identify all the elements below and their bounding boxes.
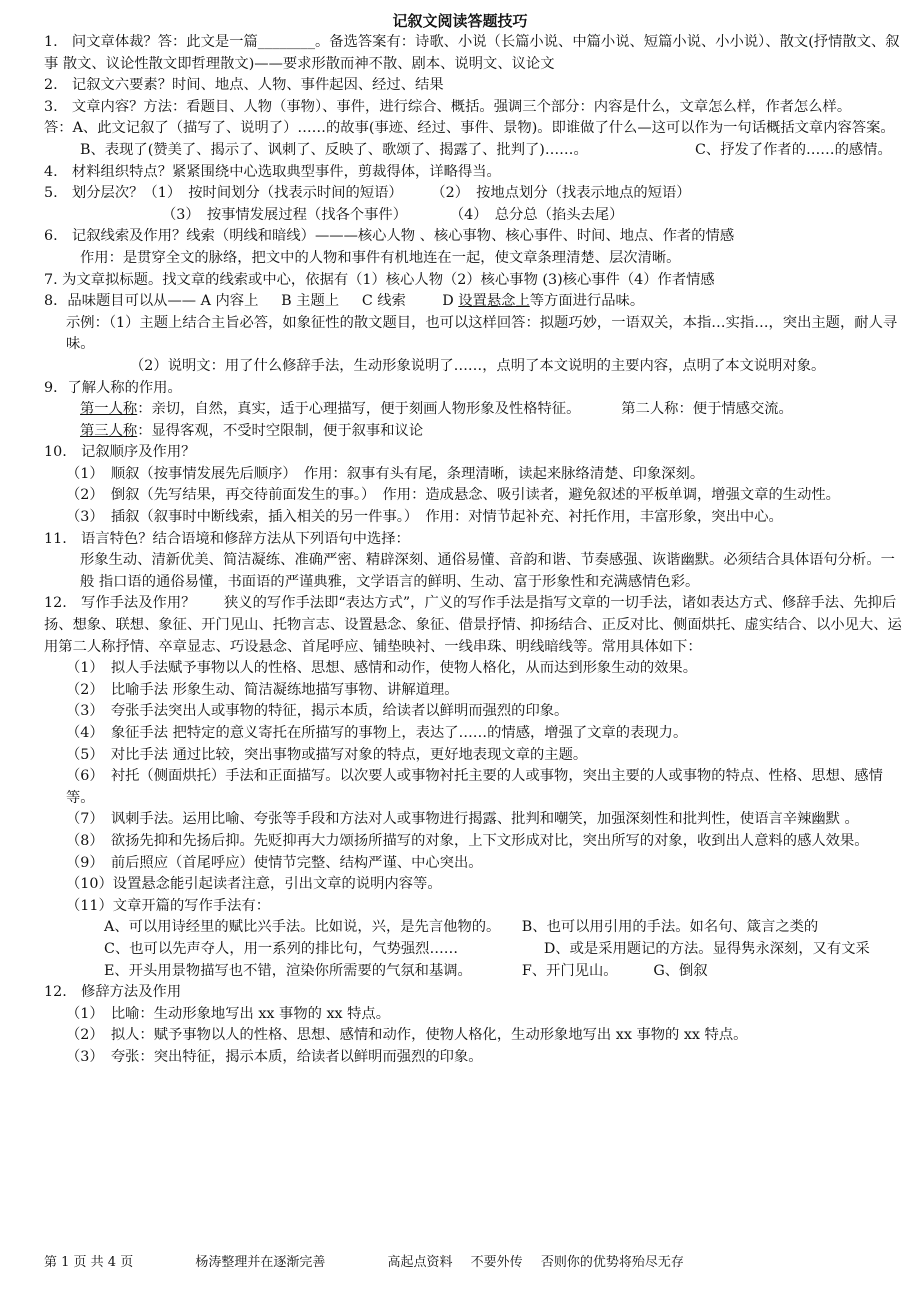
item-5: 5. 划分层次？（1） 按时间划分（找表示时间的短语） （2） 按地点划分（找表示地点的短语） [44, 185, 691, 202]
item-10-1: （1） 顺叙（按事情发展先后顺序） 作用：叙事有头有尾，条理清晰，读起来脉络清楚、印象深刻。 [66, 465, 705, 482]
item-2: 2. 记叙文六要素？时间、地点、人物、事件起因、经过、结果 [44, 77, 444, 94]
item-8-option-a: A 内容上 [200, 293, 259, 310]
item-8-example-1: 示例：（1）主题上结合主旨必答，如象征性的散文题目，也可以这样回答：拟题巧妙，一语双关，本指…实指…，突出主题，耐人寻味。 [66, 314, 898, 353]
item-12-11: （11）文章开篇的写作手法有： [66, 897, 271, 914]
first-person-line [44, 399, 906, 421]
item-8-option-c: C 线索 [361, 293, 406, 310]
item-11: 11. 语言特色？结合语境和修辞方法从下列语句中选择： [44, 530, 410, 547]
item-3-answer-a: 答：A、此文记叙了（描写了、说明了）……的故事(事迹、经过、事件、景物)。即谁做了什么—这可以作为一句话概括文章内容答案。 [44, 120, 895, 137]
second-person-text: 第二人称：便于情感交流。 [621, 401, 793, 418]
item-5-cont: （3） 按事情发展过程（找各个事件） （4） 总分总（掐头去尾） [162, 206, 624, 223]
footer-author: 杨涛整理并在逐渐完善 [195, 1255, 326, 1270]
item-12: 12. 写作手法及作用？ 狭义的写作手法即“表达方式”，广义的写作手法是指写文章的一切手法，诸如表达方式、修辞手法、先抑后扬、想象、联想、象征、开门见山、托物言志、设置悬念、象征、借景抒情、抑扬结合、正反对比、侧面烘托、虚实结合、以小见大、运用第二人称抒情、卒章显志、巧设悬念、首尾呼应、铺垫映衬、一线串珠、明线暗线等。常用具体如下： [44, 595, 902, 655]
item-12-3: （3） 夸张手法突出人或事物的特征，揭示本质，给读者以鲜明而强烈的印象。 [66, 703, 569, 720]
rhetoric-heading: 12. 修辞方法及作用 [44, 984, 182, 1001]
item-12-1: （1） 拟人手法赋予事物以人的性格、思想、感情和动作，使物人格化，从而达到形象生动的效果。 [66, 660, 698, 677]
item-10-2: （2） 倒叙（先写结果，再交待前面发生的事。） 作用：造成悬念、吸引读者，避免叙述的平板单调，增强文章的生动性。 [66, 487, 840, 504]
item-7: 7. 为文章拟标题。找文章的线索或中心，依据有（1）核心人物（2）核心事物 (3)核心事件（4）作者情感 [44, 271, 715, 288]
item-8-option-d-label: D [442, 293, 459, 310]
item-12-9: （9） 前后照应（首尾呼应）使情节完整、结构严谨、中心突出。 [66, 854, 483, 871]
item-8-suffix: 等方面进行品味。 [529, 293, 645, 310]
item-12-11-ab: A、可以用诗经里的赋比兴手法。比如说，兴，是先言他物的。 B、也可以用引用的手法。如名句、箴言之类的 [104, 919, 819, 936]
item-8-example-2: （2）说明文：用了什么修辞手法，生动形象说明了……，点明了本文说明的主要内容，点明了本文说明对象。 [130, 357, 826, 374]
rhetoric-1: （1） 比喻：生动形象地写出 xx 事物的 xx 特点。 [66, 1005, 391, 1022]
third-person-text: ：显得客观，不受时空限制，便于叙事和议论 [137, 422, 424, 439]
page-footer [44, 1252, 698, 1274]
third-person-label: 第三人称 [80, 422, 138, 439]
document-title: 记叙文阅读答题技巧 [392, 12, 528, 30]
item-12-10: （10）设置悬念能引起读者注意，引出文章的说明内容等。 [66, 876, 442, 893]
rhetoric-3: （3） 夸张：突出特征，揭示本质，给读者以鲜明而强烈的印象。 [66, 1048, 483, 1065]
document-body [44, 32, 906, 1069]
first-person-text: ：亲切，自然，真实，适于心理描写，便于刻画人物形象及性格特征。 [137, 401, 581, 418]
item-8-option-b: B 主题上 [281, 293, 340, 310]
footer-page-number: 第 1 页 共 4 页 [44, 1255, 134, 1270]
item-12-5: （5） 对比手法 通过比较，突出事物或描写对象的特点，更好地表现文章的主题。 [66, 746, 588, 763]
third-person-line [44, 421, 906, 443]
item-6: 6. 记叙线索及作用？线索（明线和暗线）———核心人物 、核心事物、核心事件、时间、地点、作者的情感 [44, 228, 735, 245]
item-12-11-efg: E、开头用景物描写也不错，渲染你所需要的气氛和基调。 F、开门见山。 G、倒叙 [104, 962, 708, 979]
item-12-7: （7） 讽刺手法。运用比喻、夸张等手段和方法对人或事物进行揭露、批判和嘲笑，加强深刻性和批判性，使语言辛辣幽默 。 [66, 811, 859, 828]
item-12-4: （4） 象征手法 把特定的意义寄托在所描写的事物上，表达了……的情感，增强了文章的表现力。 [66, 725, 688, 741]
item-10: 10. 记叙顺序及作用？ [44, 444, 196, 461]
rhetoric-2: （2） 拟人：赋予事物以人的性格、思想、感情和动作，使物人格化，生动形象地写出 xx 事物的 xx 特点。 [66, 1027, 748, 1044]
first-person-label: 第一人称 [80, 401, 138, 418]
item-12-2: （2） 比喻手法 形象生动、简洁凝练地描写事物、讲解道理。 [66, 681, 459, 698]
footer-note-3: 否则你的优势将殆尽无存 [540, 1255, 684, 1270]
item-3-answer-b: B、表现了(赞美了、揭示了、讽刺了、反映了、歌颂了、揭露了、批判了)……。 C、抒发了作者的……的感情。 [80, 141, 892, 158]
item-12-6: （6） 衬托（侧面烘托）手法和正面描写。以次要人或事物衬托主要的人或事物，突出主要的人或事物的特点、性格、思想、感情等。 [66, 768, 883, 806]
item-4: 4. 材料组织特点？紧紧围绕中心选取典型事件，剪裁得体，详略得当。 [44, 163, 501, 180]
item-10-3: （3） 插叙（叙事时中断线索，插入相关的另一件事。） 作用：对情节起补充、衬托作用，丰富形象，突出中心。 [66, 509, 783, 526]
item-6-function: 作用：是贯穿全文的脉络，把文中的人物和事件有机地连在一起，使文章条理清楚、层次清晰。 [80, 249, 681, 266]
item-12-11-cd: C、也可以先声夺人，用一系列的排比句，气势强烈…… D、或是采用题记的方法。显得隽永深刻，又有文采 [104, 940, 870, 957]
footer-note-1: 高起点资料 [387, 1255, 453, 1270]
item-3: 3. 文章内容？方法：看题目、人物（事物）、事件，进行综合、概括。强调三个部分：内容是什么，文章怎么样，作者怎么样。 [44, 98, 852, 115]
item-8-prefix: 8．品味题目可以从—— [44, 293, 197, 310]
item-9: 9．了解人称的作用。 [44, 379, 182, 396]
item-12-8: （8） 欲扬先抑和先扬后抑。先贬抑再大力颂扬所描写的对象，上下文形成对比，突出所写的对象，收到出人意料的感人效果。 [66, 832, 869, 849]
item-11-list: 形象生动、清新优美、简洁凝练、准确严密、精辟深刻、通俗易懂、音韵和谐、节奏感强、诙谐幽默。必须结合具体语句分析。一般 指口语的通俗易懂，书面语的严谨典雅，文学语言的鲜明、生动、富于形象性和充满感情色彩。 [80, 552, 895, 590]
item-1: 1. 问文章体裁？答：此文是一篇________。备选答案有：诗歌、小说（长篇小说、中篇小说、短篇小说、小小说）、散文(抒情散文、叙事 散文、议论性散文即哲理散文)——要求形散而神不散、剧本、说明文、议论文 [44, 34, 900, 72]
item-8 [44, 291, 906, 313]
item-8-option-d: 设置悬念上 [458, 293, 530, 310]
footer-note-2: 不要外传 [470, 1255, 523, 1270]
